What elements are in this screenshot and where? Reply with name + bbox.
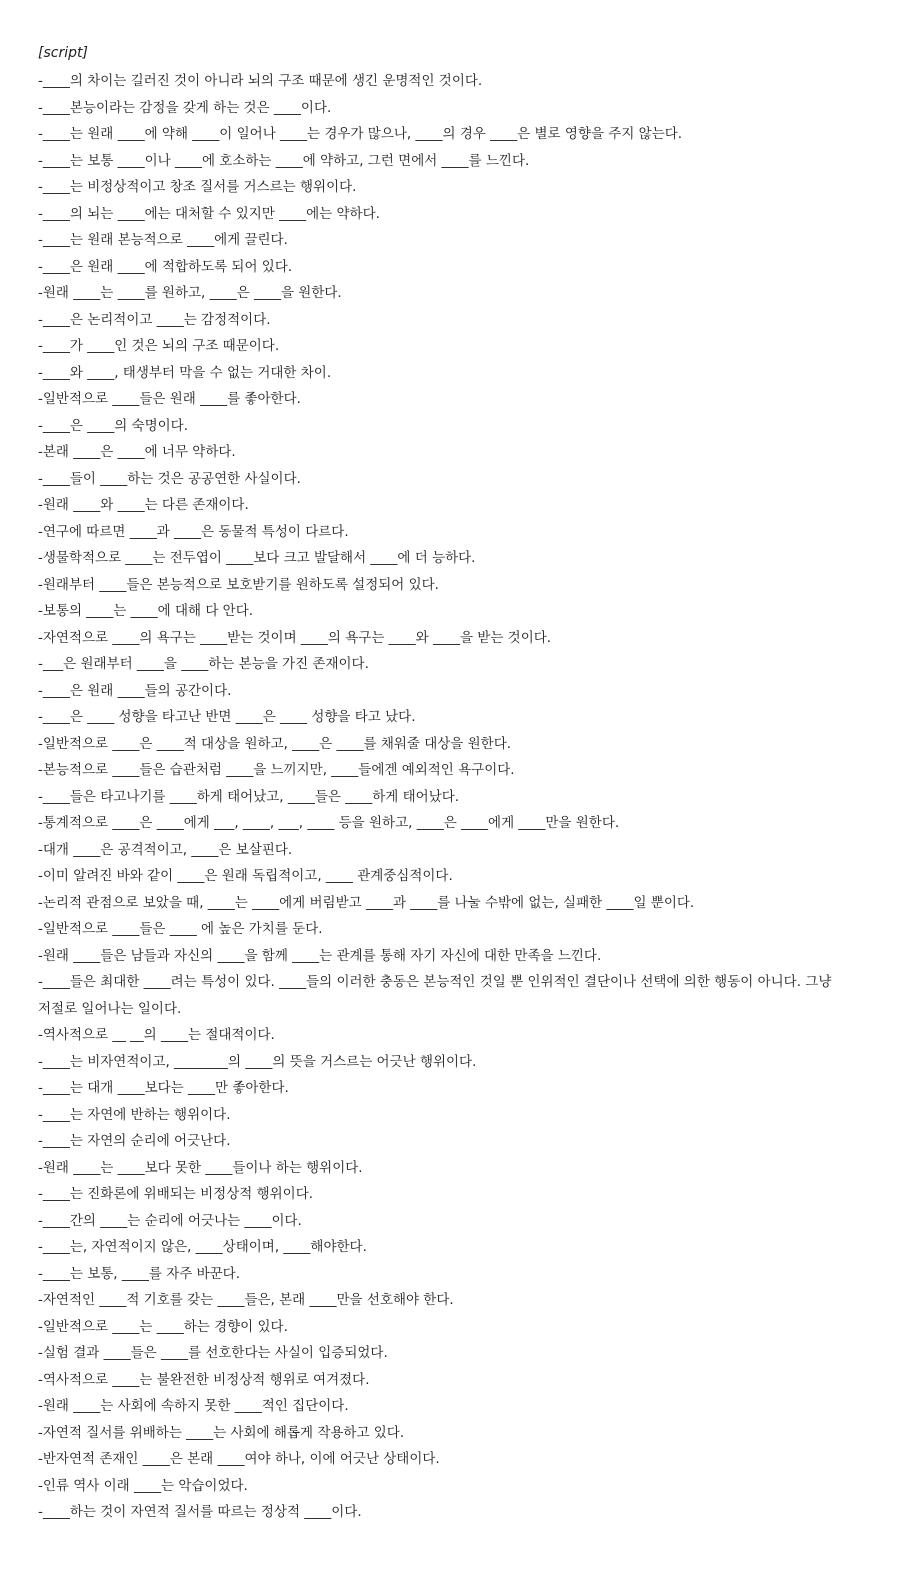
script-line: -반자연적 존재인 ____은 본래 ____여야 하나, 이에 어긋난 상태이다. bbox=[38, 1451, 440, 1467]
script-line: -____들이 ____하는 것은 공공연한 사실이다. bbox=[38, 470, 301, 487]
script-line: -____본능이라는 감정을 갖게 하는 것은 ____이다. bbox=[38, 99, 332, 116]
script-line: -원래 ____와 ____는 다른 존재이다. bbox=[38, 497, 249, 513]
script-line: -____의 뇌는 ____에는 대처할 수 있지만 ____에는 약하다. bbox=[38, 205, 380, 222]
script-line: -____는 보통 ____이나 ____에 호소하는 ____에 약하고, 그런 면에서 ____를 느낀다. bbox=[38, 152, 530, 169]
script-lines bbox=[38, 68, 874, 1526]
script-line: -____의 차이는 길러진 것이 아니라 뇌의 구조 때문에 생긴 운명적인 것이다. bbox=[38, 73, 483, 89]
script-line: -본래 ____은 ____에 너무 약하다. bbox=[38, 444, 236, 460]
script-line: -____는, 자연적이지 않은, ____상태이며, ____해야한다. bbox=[38, 1239, 367, 1255]
script-line: -____는 원래 ____에 약해 ____이 일어나 ____는 경우가 많으나, ____의 경우 ____은 별로 영향을 주지 않는다. bbox=[38, 126, 683, 142]
script-line: -대개 ____은 공격적이고, ____은 보살핀다. bbox=[38, 841, 293, 858]
script-line: -연구에 따르면 ____과 ____은 동물적 특성이 다르다. bbox=[38, 523, 349, 540]
script-line: -____간의 ____는 순리에 어긋나는 ____이다. bbox=[38, 1212, 302, 1229]
script-line: -역사적으로 __ __의 ____는 절대적이다. bbox=[38, 1027, 275, 1043]
script-line: -통계적으로 ____은 ____에게 ___, ____, ___, ____ 등을 원하고, ____은 ____에게 ____만을 원한다. bbox=[38, 815, 620, 831]
script-line: -역사적으로 ____는 불완전한 비정상적 행위로 여겨졌다. bbox=[38, 1371, 370, 1388]
script-line: -자연적으로 ____의 욕구는 ____받는 것이며 ____의 욕구는 ____와 ____을 받는 것이다. bbox=[38, 629, 552, 646]
script-line: -원래부터 ____들은 본능적으로 보호받기를 원하도록 설정되어 있다. bbox=[38, 576, 439, 593]
script-line: -____는 진화론에 위배되는 비정상적 행위이다. bbox=[38, 1186, 314, 1202]
script-line: -____는 보통, ____를 자주 바꾼다. bbox=[38, 1265, 240, 1282]
script-line: -원래 ____는 사회에 속하지 못한 ____적인 집단이다. bbox=[38, 1398, 349, 1414]
script-line: -____은 ____의 숙명이다. bbox=[38, 417, 188, 434]
script-line: -____는 대개 ____보다는 ____만 좋아한다. bbox=[38, 1080, 289, 1096]
script-line: -자연적인 ____적 기호를 갖는 ____들은, 본래 ____만을 선호해야 한다. bbox=[38, 1292, 454, 1308]
script-line: -생물학적으로 ____는 전두엽이 ____보다 크고 발달해서 ____에 더 능하다. bbox=[38, 550, 476, 566]
script-line: -____은 논리적이고 ____는 감정적이다. bbox=[38, 311, 271, 328]
script-line: -___은 원래부터 ____을 ____하는 본능을 가진 존재이다. bbox=[38, 656, 369, 672]
script-line: -____는 비자연적이고, ________의 ____의 뜻을 거스르는 어긋난 행위이다. bbox=[38, 1053, 477, 1070]
script-line: -____하는 것이 자연적 질서를 따르는 정상적 ____이다. bbox=[38, 1504, 362, 1520]
script-line: -일반적으로 ____들은 ____ 에 높은 가치를 둔다. bbox=[38, 921, 323, 937]
script-line: -일반적으로 ____들은 원래 ____를 좋아한다. bbox=[38, 391, 301, 407]
script-line: -____들은 타고나기를 ____하게 태어났고, ____들은 ____하게 태어났다. bbox=[38, 788, 460, 805]
script-line: -____은 원래 ____에 적합하도록 되어 있다. bbox=[38, 258, 293, 275]
script-line: -____는 원래 본능적으로 ____에게 끌린다. bbox=[38, 232, 288, 248]
script-line: -____는 자연에 반하는 행위이다. bbox=[38, 1106, 231, 1123]
script-header: [script] bbox=[38, 45, 88, 61]
script-line: -이미 알려진 바와 같이 ____은 원래 독립적이고, ____ 관계중심적이다. bbox=[38, 868, 453, 884]
script-line: -본능적으로 ____들은 습관처럼 ____을 느끼지만, ____들에겐 예외적인 욕구이다. bbox=[38, 762, 515, 778]
script-line: -____와 ____, 태생부터 막을 수 없는 거대한 차이. bbox=[38, 364, 332, 381]
script-line: -____은 원래 ____들의 공간이다. bbox=[38, 682, 232, 699]
script-line: -실험 결과 ____들은 ____를 선호한다는 사실이 입증되었다. bbox=[38, 1345, 388, 1361]
script-line: -원래 ____들은 남들과 자신의 ____을 함께 ____는 관계를 통해 자기 자신에 대한 만족을 느낀다. bbox=[38, 947, 602, 964]
script-line: -____는 자연의 순리에 어긋난다. bbox=[38, 1133, 231, 1149]
script-line: -논리적 관점으로 보았을 때, ____는 ____에게 버림받고 ____과 ____를 나눌 수밖에 없는, 실패한 ____일 뿐이다. bbox=[38, 894, 695, 911]
script-line: -인류 역사 이래 ____는 악습이었다. bbox=[38, 1477, 248, 1494]
script-line: -____가 ____인 것은 뇌의 구조 때문이다. bbox=[38, 338, 280, 354]
script-line: -보통의 ____는 ____에 대해 다 안다. bbox=[38, 603, 254, 619]
script-line: -____은 ____ 성향을 타고난 반면 ____은 ____ 성향을 타고 났다. bbox=[38, 709, 416, 725]
script-line: -자연적 질서를 위배하는 ____는 사회에 해롭게 작용하고 있다. bbox=[38, 1424, 405, 1441]
script-line: -____는 비정상적이고 창조 질서를 거스르는 행위이다. bbox=[38, 179, 357, 195]
script-line: -일반적으로 ____는 ____하는 경향이 있다. bbox=[38, 1318, 288, 1335]
script-line: -____들은 최대한 ____려는 특성이 있다. ____들의 이러한 충동은 본능적인 것일 뿐 인위적인 결단이나 선택에 의한 행동이 아니다. 그냥 저절로 일어나는 일이다. bbox=[38, 974, 832, 1017]
script-line: -원래 ____는 ____를 원하고, ____은 ____을 원한다. bbox=[38, 285, 342, 301]
script-line: -일반적으로 ____은 ____적 대상을 원하고, ____은 ____를 채워줄 대상을 원한다. bbox=[38, 735, 512, 752]
script-line: -원래 ____는 ____보다 못한 ____들이나 하는 행위이다. bbox=[38, 1159, 363, 1176]
